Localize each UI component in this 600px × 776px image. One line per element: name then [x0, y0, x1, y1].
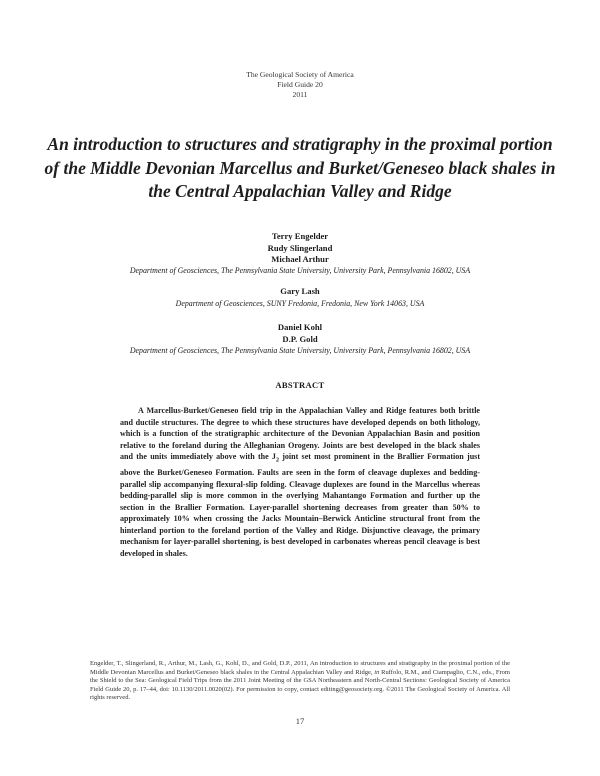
author-affiliation: Department of Geosciences, The Pennsylvania State University, University Park, Pennsylvania 16802, USA — [129, 266, 471, 275]
abstract-heading: ABSTRACT — [275, 380, 325, 390]
author-affiliation: Department of Geosciences, SUNY Fredonia, Fredonia, New York 14063, USA — [175, 298, 425, 308]
citation-part1: Engelder, T., Slingerland, R., Arthur, M., Lash, G., Kohl, D., and Gold, D.P., 2011, An introduction to structures and stratigraphy in the proximal portion of the Middle Devonian Marcellus and Burket/Geneseo black shales in the Central Appalachian Valley and Ridge, — [90, 660, 510, 676]
author-name: Daniel Kohl — [277, 322, 323, 332]
abstract-text-part1: A Marcellus-Burket/Geneseo field trip in the Appalachian Valley and Ridge features both brittle and ductile structures. The degree to which these structures have developed depends on both lithology, which is a function of the stratigraphic architecture of the Devonian Appalachian Basin and position relative to the foreland during the Alleghanian Orogeny. Joints are best developed in the black shales and the units immediately above with the J — [120, 406, 480, 461]
author-name: D.P. Gold — [282, 333, 318, 344]
citation-in: in — [374, 668, 380, 676]
author-affiliation: Department of Geosciences, The Pennsylvania State University, University Park, Pennsylvania 16802, USA — [129, 346, 471, 355]
paper-title: An introduction to structures and stratigraphy in the proximal portion of the Middle Devonian Marcellus and Burket/Geneseo black shales in the Central Appalachian Valley and Ridge — [44, 134, 556, 201]
page-number: 17 — [295, 716, 305, 726]
journal-year: 2011 — [292, 90, 308, 99]
author-name: Rudy Slingerland — [267, 242, 333, 253]
citation-part2: Ruffolo, R.M., and Ciampaglio, C.N., eds., From the Shield to the Sea: Geological Field Trips from the 2011 Joint Meeting of the GSA Northeastern and North-Central Sections: Geological Society of America Field Guide 20, p. 17–44, doi: 10.1130/2011.0020(02). For permission to copy, contact editing@geosociety.org. ©2011 The Geological Society of America. All rights reserved. — [90, 668, 510, 701]
journal-publisher: The Geological Society of America — [246, 70, 354, 79]
abstract-text-part2: joint set most prominent in the Brallier Formation just above the Burket/Geneseo Formation. Faults are seen in the form of cleavage duplexes and bedding-parallel slip accompanying flexural-slip folding. Cleavage duplexes are found in the Marcellus whereas bedding-parallel slip is more common in the overlying Mahantango Formation and further up the section in the Brallier Formation. Layer-parallel shortening decreases from greater than 50% to approximately 10% when crossing the Jacks Mountain–Berwick Anticline structural front from the hinterland portion to the foreland portion of the Valley and Ridge. Disjunctive cleavage, the primary mechanism for layer-parallel shortening, is best developed in carbonates whereas pencil cleavage is best developed in shales. — [120, 452, 480, 558]
abstract-body — [120, 405, 480, 559]
journal-header — [0, 70, 600, 100]
author-name: Terry Engelder — [271, 231, 329, 241]
author-name: Gary Lash — [280, 286, 320, 296]
citation-footnote — [90, 660, 510, 703]
author-name: Michael Arthur — [271, 254, 329, 264]
journal-series: Field Guide 20 — [277, 80, 323, 89]
joint-subscript: 2 — [275, 457, 279, 464]
